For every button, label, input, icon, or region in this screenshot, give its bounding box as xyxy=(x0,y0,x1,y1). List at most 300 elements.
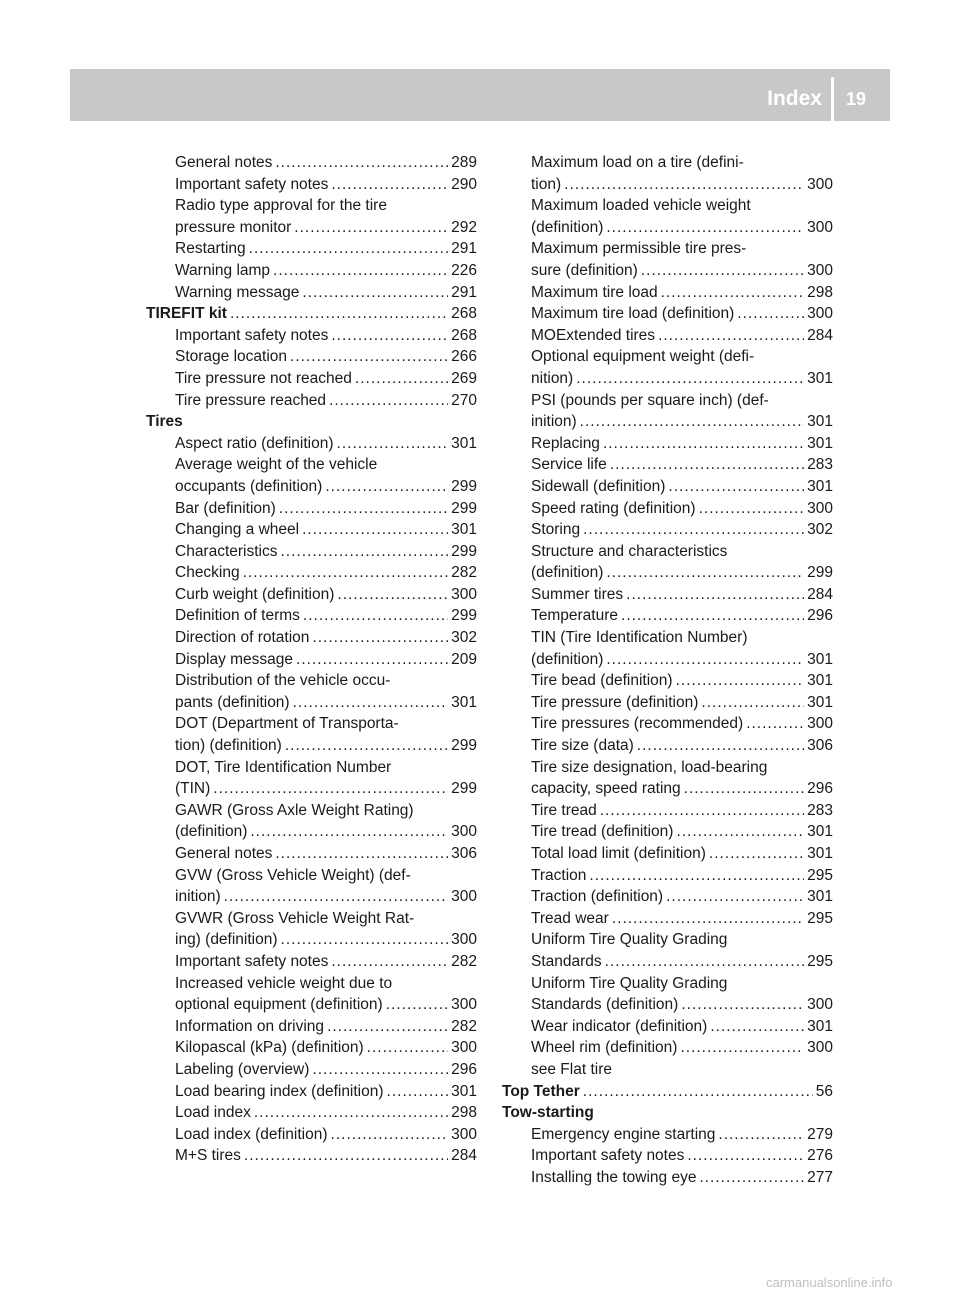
page-reference: 301 xyxy=(807,369,833,387)
page-reference: 299 xyxy=(807,564,833,582)
entry-label: inition) xyxy=(531,413,577,431)
page-reference: 301 xyxy=(807,672,833,690)
entry-label: DOT (Department of Transporta- xyxy=(175,715,399,733)
dot-leader xyxy=(658,325,804,347)
entry-label: TIREFIT kit xyxy=(146,305,227,323)
index-entry xyxy=(146,1059,477,1081)
index-entry xyxy=(146,800,477,822)
page-reference: 300 xyxy=(807,175,833,193)
index-entry xyxy=(146,238,477,260)
dot-leader xyxy=(680,1037,804,1059)
index-entry xyxy=(146,757,477,779)
index-entry xyxy=(502,541,833,563)
entry-label: Tread wear xyxy=(531,909,609,927)
dot-leader xyxy=(331,951,448,973)
dot-leader xyxy=(605,951,804,973)
page-reference: 282 xyxy=(451,952,477,970)
entry-label: DOT, Tire Identification Number xyxy=(175,758,392,776)
page-reference: 268 xyxy=(451,305,477,323)
index-entry xyxy=(502,433,833,455)
page-reference: 282 xyxy=(451,1017,477,1035)
page-reference: 299 xyxy=(451,607,477,625)
dot-leader xyxy=(302,519,448,541)
index-entry xyxy=(502,282,833,304)
index-entry xyxy=(502,886,833,908)
page-reference: 301 xyxy=(807,693,833,711)
page-reference: 300 xyxy=(807,1039,833,1057)
page-reference: 284 xyxy=(807,326,833,344)
section-title: Index xyxy=(767,87,822,110)
index-entry xyxy=(146,627,477,649)
index-entry xyxy=(502,1037,833,1059)
index-entry xyxy=(146,325,477,347)
dot-leader xyxy=(737,303,804,325)
index-entry xyxy=(146,843,477,865)
dot-leader xyxy=(701,692,804,714)
dot-leader xyxy=(250,821,448,843)
page-reference: 301 xyxy=(807,434,833,452)
page-reference: 300 xyxy=(451,1039,477,1057)
index-column-left xyxy=(146,152,477,1167)
entry-label: Storage location xyxy=(175,348,288,366)
entry-label: GVWR (Gross Vehicle Weight Rat- xyxy=(175,909,415,927)
entry-label: Important safety notes xyxy=(531,1147,685,1165)
page-reference: 299 xyxy=(451,499,477,517)
entry-label: Kilopascal (kPa) (definition) xyxy=(175,1039,364,1057)
dot-leader xyxy=(331,1124,449,1146)
entry-label: optional equipment (definition) xyxy=(175,996,383,1014)
index-entry xyxy=(146,260,477,282)
index-entry xyxy=(502,821,833,843)
page-reference: 283 xyxy=(807,801,833,819)
index-entry xyxy=(502,778,833,800)
page-reference: 302 xyxy=(451,629,477,647)
entry-label: Tire pressure not reached xyxy=(175,369,352,387)
dot-leader xyxy=(213,778,448,800)
index-heading xyxy=(502,1102,833,1124)
index-entry xyxy=(146,476,477,498)
entry-label: Load bearing index (definition) xyxy=(175,1082,384,1100)
entry-label: sure (definition) xyxy=(531,261,638,279)
watermark: carmanualsonline.info xyxy=(766,1275,893,1290)
dot-leader xyxy=(710,1016,804,1038)
index-entry xyxy=(146,735,477,757)
index-entry xyxy=(502,303,833,325)
dot-leader xyxy=(327,1016,448,1038)
dot-leader xyxy=(583,1081,813,1103)
entry-label: Tire pressure reached xyxy=(175,391,327,409)
index-entry xyxy=(502,1016,833,1038)
index-entry xyxy=(502,476,833,498)
page-number: 19 xyxy=(845,89,866,109)
page-reference: 295 xyxy=(807,909,833,927)
entry-label: MOExtended tires xyxy=(531,326,656,344)
dot-leader xyxy=(621,605,804,627)
index-entry xyxy=(146,951,477,973)
page-reference: 301 xyxy=(807,413,833,431)
dot-leader xyxy=(746,713,804,735)
page-reference: 300 xyxy=(451,888,477,906)
index-entry xyxy=(146,973,477,995)
page-reference: 226 xyxy=(451,261,477,279)
entry-label: Checking xyxy=(175,564,240,582)
page-reference: 283 xyxy=(807,456,833,474)
index-entry xyxy=(502,562,833,584)
dot-leader xyxy=(684,778,804,800)
index-entry xyxy=(502,865,833,887)
entry-label: Important safety notes xyxy=(175,326,329,344)
entry-label: Total load limit (definition) xyxy=(531,845,706,862)
page-reference: 299 xyxy=(451,780,477,798)
page-reference: 295 xyxy=(807,866,833,884)
entry-label: Tire pressure (definition) xyxy=(531,693,699,711)
dot-leader xyxy=(281,929,449,951)
index-entry xyxy=(502,325,833,347)
index-entry xyxy=(502,174,833,196)
index-entry xyxy=(502,584,833,606)
page-reference: 282 xyxy=(451,564,477,582)
index-entry xyxy=(146,1102,477,1124)
entry-label: Temperature xyxy=(531,607,619,625)
index-entry xyxy=(146,562,477,584)
dot-leader xyxy=(641,260,804,282)
dot-leader xyxy=(249,238,448,260)
page-reference: 300 xyxy=(807,499,833,517)
page-reference: 300 xyxy=(807,218,833,236)
header-divider xyxy=(831,77,834,121)
page-reference: 296 xyxy=(807,780,833,798)
page-reference: 306 xyxy=(807,737,833,755)
dot-leader xyxy=(275,152,448,174)
entry-label: Curb weight (definition) xyxy=(175,585,335,603)
index-heading xyxy=(146,303,477,325)
entry-label: Radio type approval for the tire xyxy=(175,197,387,215)
index-heading xyxy=(502,1081,833,1103)
index-entry xyxy=(146,195,477,217)
page-reference: 301 xyxy=(807,888,833,906)
entry-label: Warning lamp xyxy=(175,261,271,279)
index-entry xyxy=(146,584,477,606)
index-entry xyxy=(502,929,833,951)
entry-label: Top Tether xyxy=(502,1082,580,1100)
page-reference: 301 xyxy=(807,1017,833,1035)
index-entry xyxy=(146,1037,477,1059)
index-entry xyxy=(146,929,477,951)
page-reference: 301 xyxy=(451,693,477,711)
entry-label: Bar (definition) xyxy=(175,499,276,517)
page-reference: 300 xyxy=(451,1125,477,1143)
dot-leader xyxy=(637,735,804,757)
dot-leader xyxy=(244,1145,448,1167)
entry-label: Aspect ratio (definition) xyxy=(175,434,334,452)
entry-label: Increased vehicle weight due to xyxy=(175,974,393,992)
entry-label: tion) xyxy=(531,175,562,193)
dot-leader xyxy=(303,605,448,627)
dot-leader xyxy=(600,800,804,822)
dot-leader xyxy=(666,886,804,908)
index-entry xyxy=(502,994,833,1016)
entry-label: Service life xyxy=(531,456,607,474)
dot-leader xyxy=(610,454,804,476)
index-entry xyxy=(502,260,833,282)
index-entry xyxy=(146,1016,477,1038)
page-reference: 290 xyxy=(451,175,477,193)
page-reference: 299 xyxy=(451,542,477,560)
dot-leader xyxy=(699,1167,804,1189)
page-reference: 301 xyxy=(451,1082,477,1100)
dot-leader xyxy=(273,260,448,282)
entry-label: TIN (Tire Identification Number) xyxy=(531,629,748,647)
index-entry xyxy=(502,346,833,368)
index-entry xyxy=(502,713,833,735)
entry-label: Tow-starting xyxy=(502,1104,594,1122)
page-reference: 292 xyxy=(451,218,477,236)
index-entry xyxy=(502,1145,833,1167)
index-entry xyxy=(502,498,833,520)
page-reference: 298 xyxy=(807,283,833,301)
index-entry xyxy=(146,498,477,520)
dot-leader xyxy=(224,886,448,908)
entry-label: Important safety notes xyxy=(175,175,329,193)
entry-label: Tire bead (definition) xyxy=(531,672,673,690)
entry-label: Tire size (data) xyxy=(531,737,634,755)
index-entry xyxy=(502,800,833,822)
dot-leader xyxy=(709,843,804,865)
page-reference: 284 xyxy=(451,1147,477,1165)
index-entry xyxy=(502,951,833,973)
index-entry xyxy=(146,713,477,735)
dot-leader xyxy=(367,1037,448,1059)
page-reference: 291 xyxy=(451,240,477,258)
entry-label: Tire pressures (recommended) xyxy=(531,715,744,733)
entry-label: Restarting xyxy=(175,240,246,258)
entry-label: Load index xyxy=(175,1104,251,1122)
dot-leader xyxy=(285,735,448,757)
dot-leader xyxy=(661,282,805,304)
dot-leader xyxy=(312,1059,448,1081)
index-entry xyxy=(502,195,833,217)
entry-label: Load index (definition) xyxy=(175,1125,328,1143)
dot-leader xyxy=(294,217,448,239)
page-reference: 209 xyxy=(451,650,477,668)
index-entry xyxy=(146,433,477,455)
page-reference: 300 xyxy=(807,261,833,279)
entry-label: Optional equipment weight (defi- xyxy=(531,348,755,366)
entry-label: Characteristics xyxy=(175,542,278,560)
page-reference: 279 xyxy=(807,1125,833,1143)
page-reference: 56 xyxy=(815,1082,833,1100)
dot-leader xyxy=(387,1081,449,1103)
entry-label: occupants (definition) xyxy=(175,477,323,495)
entry-label: Summer tires xyxy=(531,585,624,603)
entry-label: (definition) xyxy=(531,650,604,668)
dot-leader xyxy=(296,649,448,671)
dot-leader xyxy=(329,390,448,412)
page-reference: 300 xyxy=(807,996,833,1014)
index-entry xyxy=(146,368,477,390)
entry-label: (definition) xyxy=(175,823,248,841)
dot-leader xyxy=(676,670,805,692)
dot-leader xyxy=(243,562,449,584)
index-entry xyxy=(502,973,833,995)
dot-leader xyxy=(279,498,448,520)
dot-leader xyxy=(580,411,804,433)
entry-label: Average weight of the vehicle xyxy=(175,456,378,474)
entry-label: Definition of terms xyxy=(175,607,300,625)
index-entry xyxy=(502,649,833,671)
dot-leader xyxy=(312,627,448,649)
dot-leader xyxy=(583,519,804,541)
entry-label: ing) (definition) xyxy=(175,931,278,949)
entry-label: Uniform Tire Quality Grading xyxy=(531,931,728,949)
page-reference: 289 xyxy=(451,154,477,171)
dot-leader xyxy=(331,174,448,196)
entry-label: (TIN) xyxy=(175,780,211,798)
dot-leader xyxy=(626,584,804,606)
entry-label: Traction xyxy=(531,866,587,884)
index-entry xyxy=(146,390,477,412)
entry-label: Direction of rotation xyxy=(175,629,310,647)
index-entry xyxy=(502,519,833,541)
dot-leader xyxy=(668,476,804,498)
index-entry xyxy=(146,454,477,476)
index-entry xyxy=(146,886,477,908)
dot-leader xyxy=(337,433,449,455)
page-reference: 276 xyxy=(807,1147,833,1165)
entry-label: inition) xyxy=(175,888,221,906)
dot-leader xyxy=(699,498,805,520)
dot-leader xyxy=(230,303,448,325)
dot-leader xyxy=(325,476,448,498)
dot-leader xyxy=(676,821,804,843)
index-entry xyxy=(502,390,833,412)
entry-label: Standards (definition) xyxy=(531,996,679,1014)
page-reference: 301 xyxy=(807,823,833,841)
page-reference: 302 xyxy=(807,521,833,539)
entry-label: Display message xyxy=(175,650,294,668)
entry-label: Sidewall (definition) xyxy=(531,477,666,495)
dot-leader xyxy=(293,692,449,714)
index-entry xyxy=(146,1081,477,1103)
index-entry xyxy=(146,692,477,714)
page-reference: 296 xyxy=(451,1060,477,1078)
index-entry xyxy=(502,1059,833,1081)
page-reference: 269 xyxy=(451,369,477,387)
page-reference: 301 xyxy=(807,477,833,495)
entry-label: Uniform Tire Quality Grading xyxy=(531,974,728,992)
index-entry xyxy=(502,454,833,476)
entry-label: General notes xyxy=(175,154,273,171)
dot-leader xyxy=(589,865,804,887)
entry-label: Tire size designation, load-bearing xyxy=(531,758,768,776)
entry-label: Warning message xyxy=(175,283,300,301)
dot-leader xyxy=(254,1102,448,1124)
entry-label: Maximum permissible tire pres- xyxy=(531,240,747,258)
page-reference: 300 xyxy=(451,931,477,949)
dot-leader xyxy=(275,843,448,865)
page-reference: 301 xyxy=(807,650,833,668)
index-entry xyxy=(502,1167,833,1189)
index-entry xyxy=(146,670,477,692)
page-reference: 299 xyxy=(451,477,477,495)
dot-leader xyxy=(603,433,804,455)
dot-leader xyxy=(281,541,449,563)
page-reference: 301 xyxy=(451,434,477,452)
index-entry xyxy=(146,649,477,671)
index-entry xyxy=(502,735,833,757)
index-entry xyxy=(146,346,477,368)
page-reference: 295 xyxy=(807,952,833,970)
entry-label: Tires xyxy=(146,413,183,431)
page-reference: 266 xyxy=(451,348,477,366)
entry-label: Important safety notes xyxy=(175,952,329,970)
index-entry xyxy=(502,238,833,260)
index-entry xyxy=(146,865,477,887)
index-entry xyxy=(146,217,477,239)
index-entry xyxy=(502,692,833,714)
entry-label: Structure and characteristics xyxy=(531,542,728,560)
index-entry xyxy=(502,368,833,390)
index-entry xyxy=(146,994,477,1016)
entry-label: nition) xyxy=(531,369,574,387)
page-reference: 299 xyxy=(451,737,477,755)
entry-label: PSI (pounds per square inch) (def- xyxy=(531,391,769,409)
page-reference: 268 xyxy=(451,326,477,344)
index-entry xyxy=(146,908,477,930)
entry-label: Maximum tire load (definition) xyxy=(531,305,735,323)
entry-label: (definition) xyxy=(531,218,604,236)
entry-label: Installing the towing eye xyxy=(531,1168,697,1186)
entry-label: Standards xyxy=(531,952,602,970)
entry-label: Changing a wheel xyxy=(175,521,300,539)
page-reference: 270 xyxy=(451,391,477,409)
index-entry xyxy=(146,541,477,563)
dot-leader xyxy=(337,584,448,606)
entry-label: GVW (Gross Vehicle Weight) (def- xyxy=(175,866,411,884)
page-reference: 300 xyxy=(451,585,477,603)
index-entry xyxy=(502,411,833,433)
entry-label: Tire tread (definition) xyxy=(531,823,674,841)
entry-label: GAWR (Gross Axle Weight Rating) xyxy=(175,801,414,819)
index-heading xyxy=(146,411,477,433)
index-entry xyxy=(502,843,833,865)
entry-label: Maximum load on a tire (defini- xyxy=(531,154,744,171)
index-entry xyxy=(146,174,477,196)
dot-leader xyxy=(606,217,804,239)
entry-label: Wear indicator (definition) xyxy=(531,1017,708,1035)
page-reference: 300 xyxy=(451,823,477,841)
page-reference: 284 xyxy=(807,585,833,603)
entry-label: Emergency engine starting xyxy=(531,1125,716,1143)
entry-label: Traction (definition) xyxy=(531,888,664,906)
entry-label: Speed rating (definition) xyxy=(531,499,696,517)
page-reference: 298 xyxy=(451,1104,477,1122)
page-reference: 291 xyxy=(451,283,477,301)
entry-label: pants (definition) xyxy=(175,693,290,711)
dot-leader xyxy=(302,282,448,304)
index-entry xyxy=(502,605,833,627)
entry-label: Replacing xyxy=(531,434,600,452)
dot-leader xyxy=(681,994,804,1016)
index-entry xyxy=(502,670,833,692)
index-entry xyxy=(502,217,833,239)
dot-leader xyxy=(564,174,804,196)
page-reference: 301 xyxy=(807,845,833,862)
page-reference: 300 xyxy=(807,305,833,323)
index-column-right xyxy=(502,152,833,1189)
index-entry xyxy=(146,1145,477,1167)
entry-label: Information on driving xyxy=(175,1017,325,1035)
